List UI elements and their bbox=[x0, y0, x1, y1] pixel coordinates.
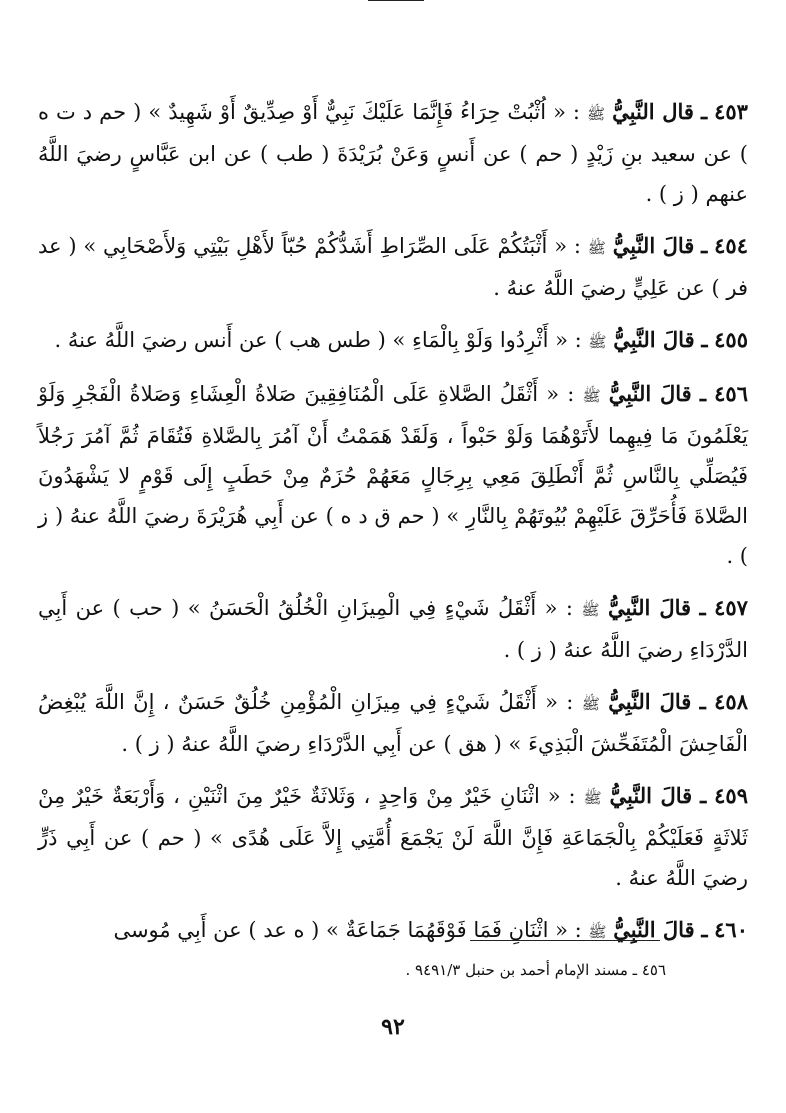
hadith-455 bbox=[38, 320, 748, 362]
hadith-speaker: قالَ النَّبِيُّ bbox=[613, 327, 695, 352]
number-dash: ـ bbox=[699, 381, 706, 406]
hadith-453 bbox=[38, 92, 748, 214]
salutation-glyph-icon: ﷺ bbox=[581, 601, 600, 619]
hadith-text: : « أَثْقَلُ شَيْءٍ فِي مِيزَانِ الْمُؤْمِنِ خُلُقٌ حَسَنٌ ، إِنَّ اللَّهَ يُبْغِضُ الْفَاحِشَ الْمُتَفَحِّشَ الْبَذِيءَ » ( هق ) عن أَبِي الدَّرْدَاءِ رضيَ اللَّهُ عنهُ ( ز ) . bbox=[38, 690, 748, 756]
hadith-number: ٤٥٨ bbox=[714, 689, 748, 714]
number-dash: ـ bbox=[700, 99, 708, 124]
hadith-number: ٤٦٠ bbox=[714, 917, 748, 942]
hadith-456 bbox=[38, 374, 748, 576]
salutation-glyph-icon: ﷺ bbox=[587, 105, 606, 123]
footnote: ٤٥٦ ـ مسند الإمام أحمد بن حنبل ٩٤٩١/٣ . bbox=[405, 961, 666, 979]
hadith-text: : « اثْنَانِ فَمَا فَوْقَهُمَا جَمَاعَةٌ » ( ه عد ) عن أَبِي مُوسى bbox=[113, 918, 582, 942]
page-number: ٩٢ bbox=[381, 1014, 405, 1040]
salutation-glyph-icon: ﷺ bbox=[587, 239, 606, 257]
salutation-glyph-icon: ﷺ bbox=[581, 695, 600, 713]
hadith-458 bbox=[38, 682, 748, 764]
hadith-text: : « أَثْقَلُ الصَّلاةِ عَلَى الْمُنَافِقِينَ صَلاةُ الْعِشَاءِ وَصَلاةُ الْفَجْرِ وَلَوْ يَعْلَمُونَ مَا فِيهِما لأَتَوْهُمَا وَلَوْ حَبْواً ، وَلَقَدْ هَمَمْتُ أَنْ آمُرَ بِالصَّلاةِ فَتُقَامَ ثُمَّ آمُرَ رَجُلاً فَيُصَلِّي بِالنَّاسِ ثُمَّ أَنْطَلِقَ مَعِي بِرِجَالٍ مَعَهُمْ حُزَمٌ مِنْ حَطَبٍ إِلَى قَوْمٍ لا يَشْهَدُونَ الصَّلاةَ فَأُحَرِّقَ عَلَيْهِمْ بُيُوتَهُمْ بِالنَّارِ » ( حم ق د ه ) عن أَبِي هُرَيْرَةَ رضيَ اللَّهُ عنهُ ( ز ) . bbox=[38, 382, 748, 568]
hadith-text: : « أَثْقَلُ شَيْءٍ فِي الْمِيزَانِ الْخُلُقُ الْحَسَنُ » ( حب ) عن أَبِي الدَّرْدَاءِ رضيَ اللَّهُ عنهُ ( ز ) . bbox=[38, 596, 748, 662]
footnote-divider bbox=[470, 940, 660, 941]
hadith-speaker: قال النَّبِيُّ bbox=[612, 99, 694, 124]
hadith-460 bbox=[38, 910, 748, 952]
hadith-number: ٤٥٦ bbox=[714, 381, 748, 406]
hadith-number: ٤٥٣ bbox=[714, 99, 748, 124]
hadith-speaker: قالَ النَّبِيُّ bbox=[609, 783, 693, 808]
number-dash: ـ bbox=[699, 689, 706, 714]
salutation-glyph-icon: ﷺ bbox=[588, 923, 607, 941]
hadith-text: : « اُثْبُتْ حِرَاءُ فَإِنَّمَا عَلَيْكَ نَبِيٌّ أَوْ صِدِّيقٌ أَوْ شَهِيدٌ » ( حم د ت ه ) عن سعيد بنِ زَيْدٍ ( حم ) عن أَنسٍ وَعَنْ بُرَيْدَةَ ( طب ) عن ابن عَبَّاسٍ رضيَ اللَّهُ عنهم ( ز ) . bbox=[38, 100, 748, 206]
hadith-speaker: قالَ النَّبِيُّ bbox=[612, 233, 695, 258]
hadith-number: ٤٥٤ bbox=[714, 233, 748, 258]
top-rule-divider bbox=[368, 0, 424, 1]
number-dash: ـ bbox=[701, 327, 708, 352]
hadith-list bbox=[38, 92, 748, 964]
salutation-glyph-icon: ﷺ bbox=[583, 789, 602, 807]
hadith-text: : « أَثْرِدُوا وَلَوْ بِالْمَاءِ » ( طس هب ) عن أَنس رضيَ اللَّهُ عنهُ . bbox=[54, 328, 582, 352]
hadith-speaker: قالَ النَّبِيُّ bbox=[608, 381, 692, 406]
hadith-459 bbox=[38, 776, 748, 898]
hadith-text: : « أَثْبَتُكُمْ عَلَى الصِّرَاطِ أَشَدُّكُمْ حُبّاً لأَهْلِ بَيْتِي وَلأَصْحَابِي » ( عد فر ) عن عَلِيٍّ رضيَ اللَّهُ عنهُ . bbox=[38, 234, 748, 300]
number-dash: ـ bbox=[700, 783, 707, 808]
hadith-number: ٤٥٧ bbox=[714, 595, 748, 620]
hadith-speaker: قالَ النَّبِيُّ bbox=[607, 595, 692, 620]
hadith-text: : « اثْنَانِ خَيْرٌ مِنْ وَاحِدٍ ، وَثَلاثَةٌ خَيْرٌ مِنَ اثْنَيْنِ ، وَأَرْبَعَةٌ خَيْرٌ مِنْ ثَلاثَةٍ فَعَلَيْكُمْ بِالْجَمَاعَةِ فَإِنَّ اللَّهَ لَنْ يَجْمَعَ أُمَّتِي إِلاَّ عَلَى هُدًى » ( حم ) عن أَبِي ذَرٍّ رضيَ اللَّهُ عنهُ . bbox=[38, 784, 748, 890]
hadith-454 bbox=[38, 226, 748, 308]
hadith-number: ٤٥٥ bbox=[714, 327, 748, 352]
hadith-number: ٤٥٩ bbox=[714, 783, 748, 808]
hadith-457 bbox=[38, 588, 748, 670]
number-dash: ـ bbox=[699, 595, 706, 620]
hadith-speaker: قالَ النَّبِيُّ bbox=[608, 689, 692, 714]
salutation-glyph-icon: ﷺ bbox=[588, 333, 607, 351]
number-dash: ـ bbox=[701, 917, 708, 942]
hadith-speaker: قالَ النَّبِيُّ bbox=[613, 917, 695, 942]
salutation-glyph-icon: ﷺ bbox=[582, 387, 601, 405]
number-dash: ـ bbox=[701, 233, 708, 258]
